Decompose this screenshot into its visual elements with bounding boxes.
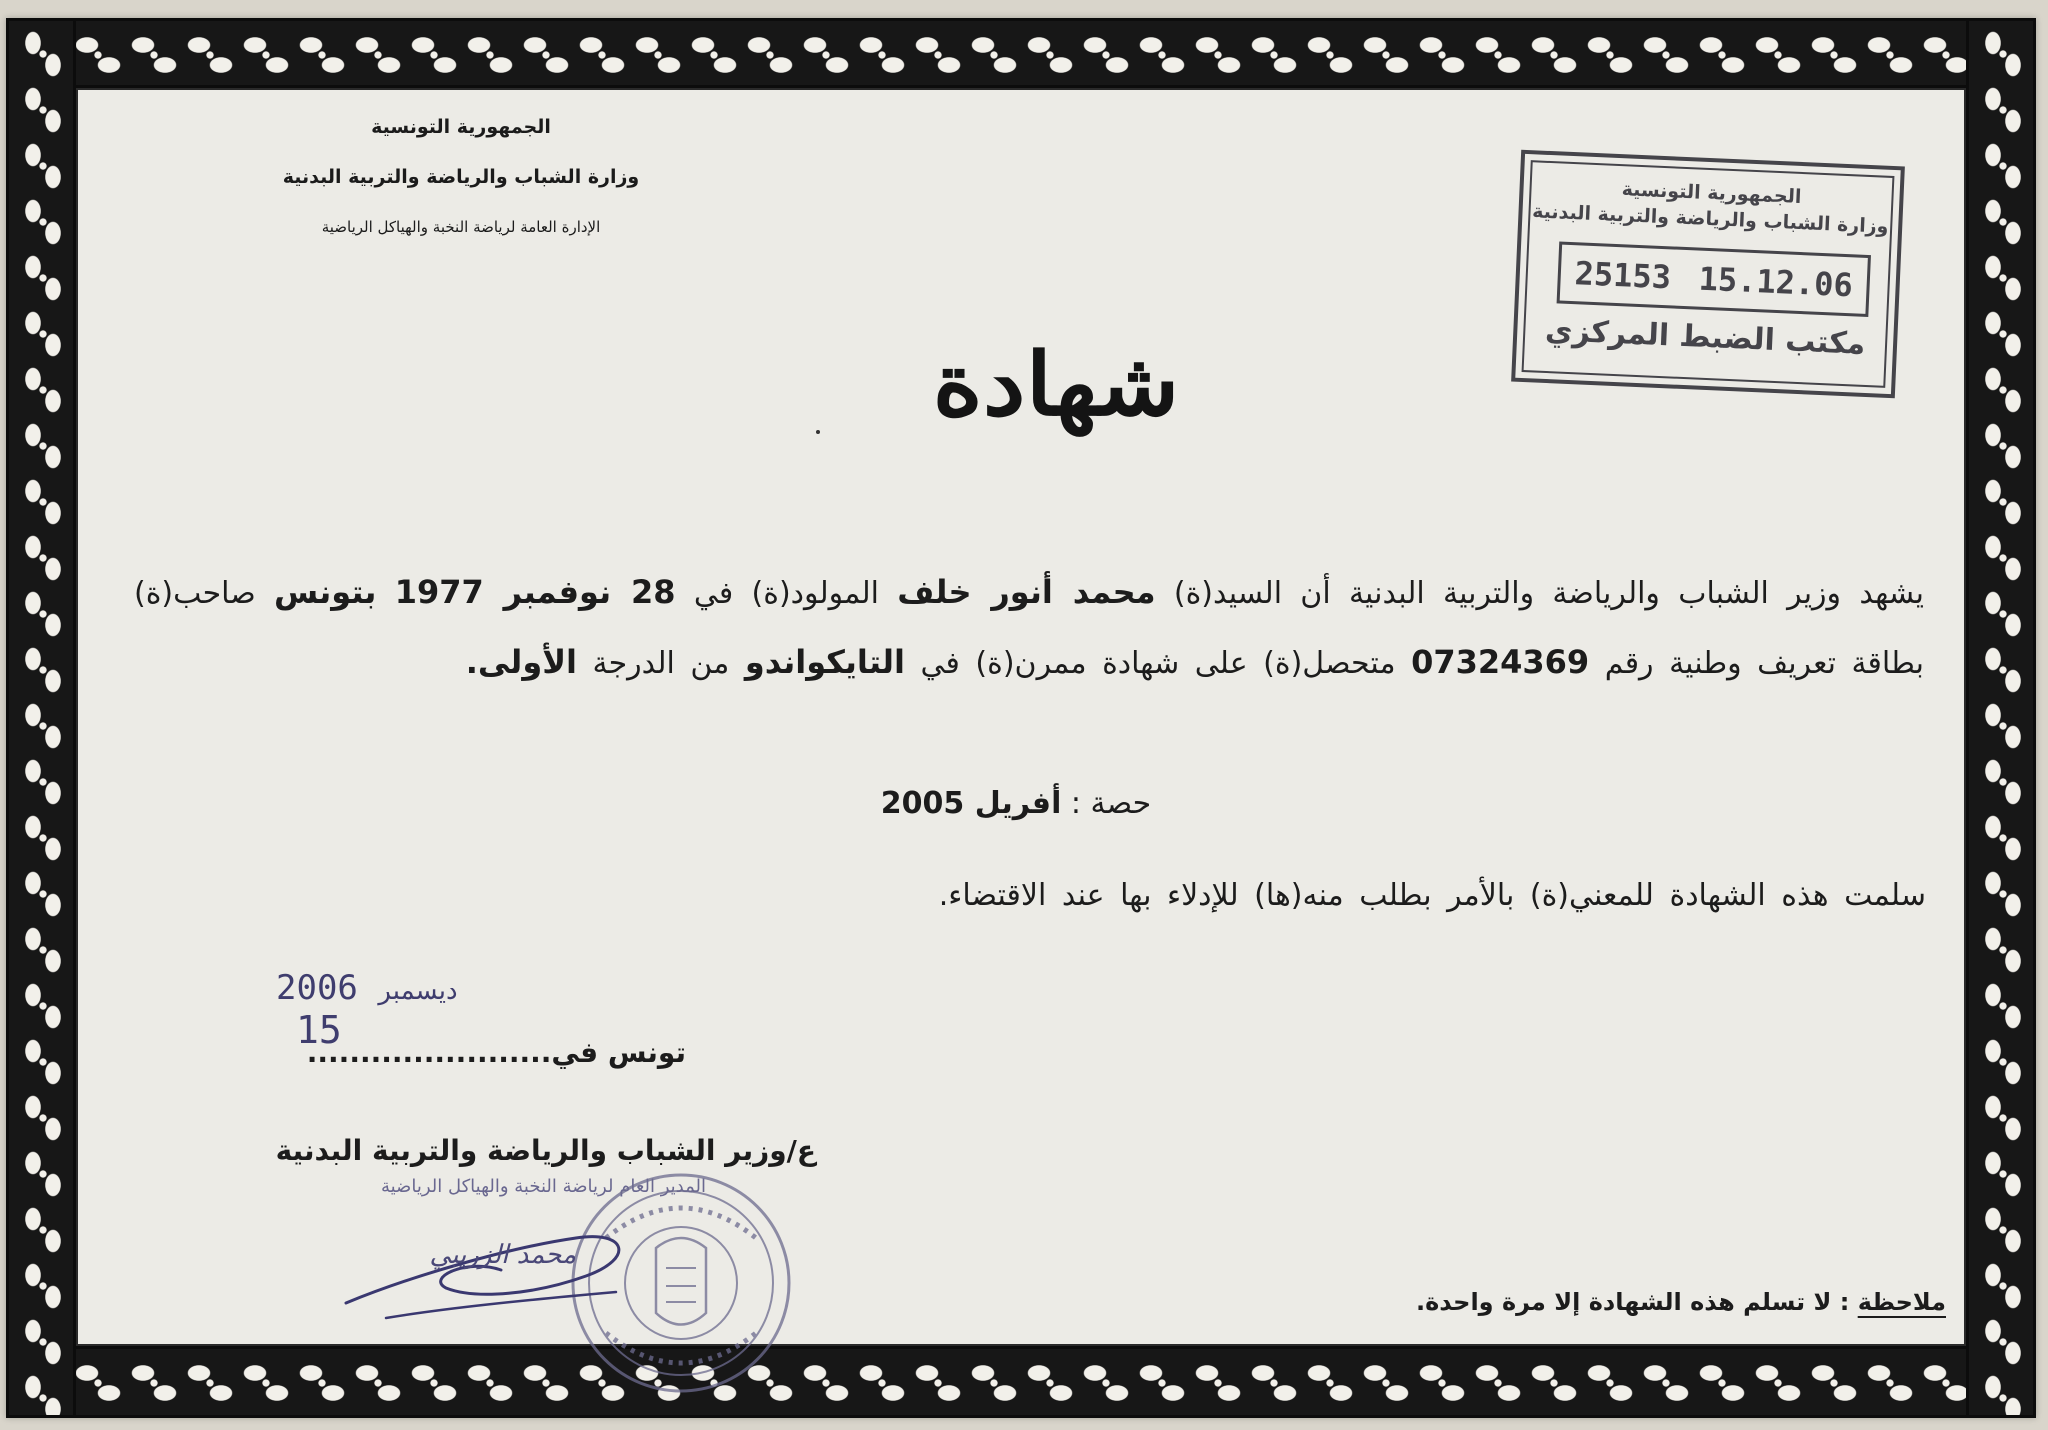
place-label: تونس في (551, 1036, 686, 1069)
stamp-number: 25153 (1573, 254, 1672, 297)
place-dots: ....................... (306, 1036, 552, 1069)
date-stamp-year: 2006 (276, 968, 358, 1008)
birth-date: 28 نوفمبر 1977 (394, 573, 676, 611)
certificate-note (1106, 1288, 1946, 1316)
sport-name: التايكواندو (744, 643, 905, 681)
born-label: المولود(ة) (751, 576, 879, 611)
header-ministry: وزارة الشباب والرياضة والتربية البدنية (282, 166, 640, 188)
holder-name: محمد أنور خلف (897, 573, 1156, 611)
date-stamp-month: ديسمبر (378, 976, 458, 1006)
birth-place: بتونس (274, 573, 377, 611)
certificate-title: شهادة (932, 333, 1180, 436)
decorative-border-right (1966, 18, 2036, 1418)
stamp-ministry: وزارة الشباب والرياضة والتربية البدنية (1531, 200, 1889, 238)
delivered-statement: سلمت هذه الشهادة للمعني(ة) بالأمر بطلب منه(ها) للإدلاء بها عند الاقتضاء. (938, 878, 1926, 913)
stamp-office: مكتب الضبط المركزي (1544, 312, 1866, 362)
stamp-date: 15.12.06 (1697, 259, 1854, 305)
id-text: صاحب(ة) بطاقة تعريف وطنية رقم (134, 576, 1924, 681)
certificate-body (76, 88, 1966, 1346)
decorative-border-bottom (6, 1346, 2036, 1418)
signatory-name: محمد الزريبي (429, 1240, 576, 1270)
note-label: ملاحظة (1857, 1288, 1946, 1316)
stamp-number-box (1557, 241, 1871, 317)
session-value: أفريل 2005 (880, 786, 1062, 821)
degree-text: من الدرجة (592, 646, 730, 681)
date-stamp-day: 15 (296, 1008, 342, 1052)
degree-value: الأولى. (465, 643, 577, 681)
id-number: 07324369 (1411, 643, 1590, 681)
in-label: في (693, 576, 734, 611)
stamp-republic: الجمهورية التونسية (1621, 178, 1802, 208)
place-line (266, 1036, 686, 1069)
body-intro: يشهد وزير الشباب والرياضة والتربية البدنية أن السيد(ة) (1173, 576, 1925, 611)
decorative-border-top (6, 18, 2036, 88)
signature-title: ع/وزير الشباب والرياضة والتربية البدنية (275, 1134, 816, 1167)
signature-subtitle: المدير العام لرياضة النخبة والهياكل الرياضية (380, 1176, 706, 1197)
certificate-paragraph (134, 558, 1924, 698)
note-text: : لا تسلم هذه الشهادة إلا مرة واحدة. (1416, 1288, 1850, 1316)
holder-text: متحصل(ة) على شهادة ممرن(ة) في (920, 646, 1396, 681)
session-label: حصة : (1070, 786, 1152, 821)
certificate-sheet (6, 18, 2036, 1418)
registry-stamp (1511, 150, 1905, 399)
header-republic: الجمهورية التونسية (371, 116, 551, 138)
session-line (756, 786, 1276, 821)
header-directorate: الإدارة العامة لرياضة النخبة والهياكل الرياضية (321, 218, 601, 236)
stray-dot (816, 430, 820, 434)
